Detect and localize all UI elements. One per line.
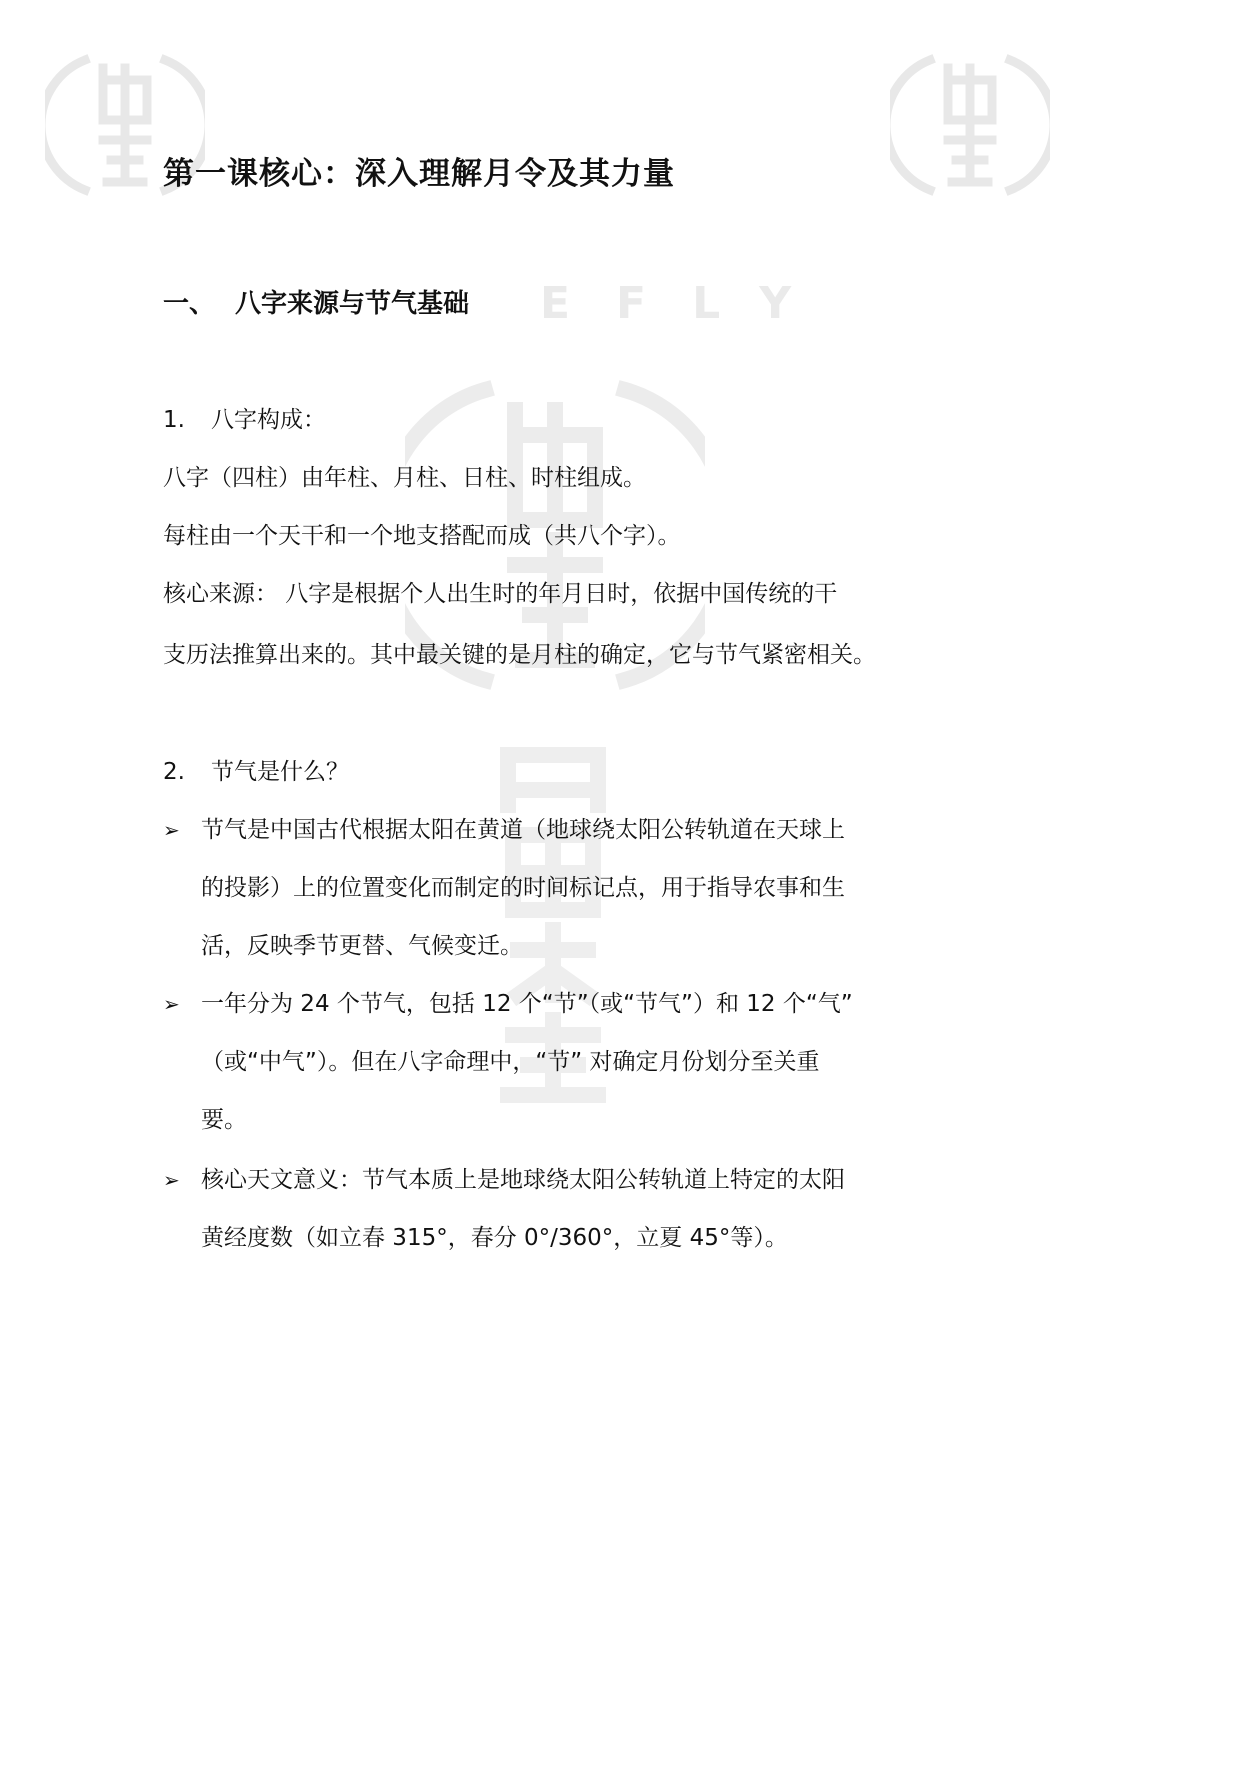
- bullet-line: 的投影）上的位置变化而制定的时间标记点，用于指导农事和生: [201, 875, 845, 901]
- paragraph-line: 八字（四柱）由年柱、月柱、日柱、时柱组成。: [163, 465, 646, 491]
- section-title: 八字来源与节气基础: [235, 289, 470, 319]
- subsection-2-title: 节气是什么？: [211, 759, 349, 785]
- paragraph-line: 支历法推算出来的。其中最关键的是月柱的确定，它与节气紧密相关。: [163, 642, 876, 668]
- bullet-line: 黄经度数（如立春 315°，春分 0°/360°，立夏 45°等）。: [201, 1225, 788, 1251]
- bullet-line: 核心天文意义：节气本质上是地球绕太阳公转轨道上特定的太阳: [201, 1167, 845, 1193]
- bullet-line: （或“中气”）。但在八字命理中，“节” 对确定月份划分至关重: [201, 1049, 820, 1075]
- section-number: 一、: [163, 289, 216, 319]
- page-title: 第一课核心：深入理解月令及其力量: [163, 156, 675, 192]
- arrow-bullet-icon: ➢: [163, 1168, 180, 1192]
- subsection-2-number: 2.: [163, 759, 185, 785]
- bullet-line: 一年分为 24 个节气，包括 12 个“节”（或“节气”）和 12 个“气”: [201, 991, 853, 1017]
- arrow-bullet-icon: ➢: [163, 818, 180, 842]
- subsection-2-heading: [163, 757, 349, 787]
- subsection-1-heading: [163, 405, 326, 435]
- section-heading: [163, 283, 469, 320]
- paragraph-line: 核心来源： 八字是根据个人出生时的年月日时，依据中国传统的干: [163, 581, 838, 607]
- bullet-line: 要。: [201, 1107, 247, 1133]
- paragraph-line: 每柱由一个天干和一个地支搭配而成（共八个字）。: [163, 523, 681, 549]
- bullet-line: 节气是中国古代根据太阳在黄道（地球绕太阳公转轨道在天球上: [201, 817, 845, 843]
- watermark-letters: EFLY: [540, 278, 838, 329]
- arrow-bullet-icon: ➢: [163, 992, 180, 1016]
- subsection-1-title: 八字构成：: [211, 407, 326, 433]
- subsection-1-number: 1.: [163, 407, 185, 433]
- bullet-line: 活，反映季节更替、气候变迁。: [201, 933, 523, 959]
